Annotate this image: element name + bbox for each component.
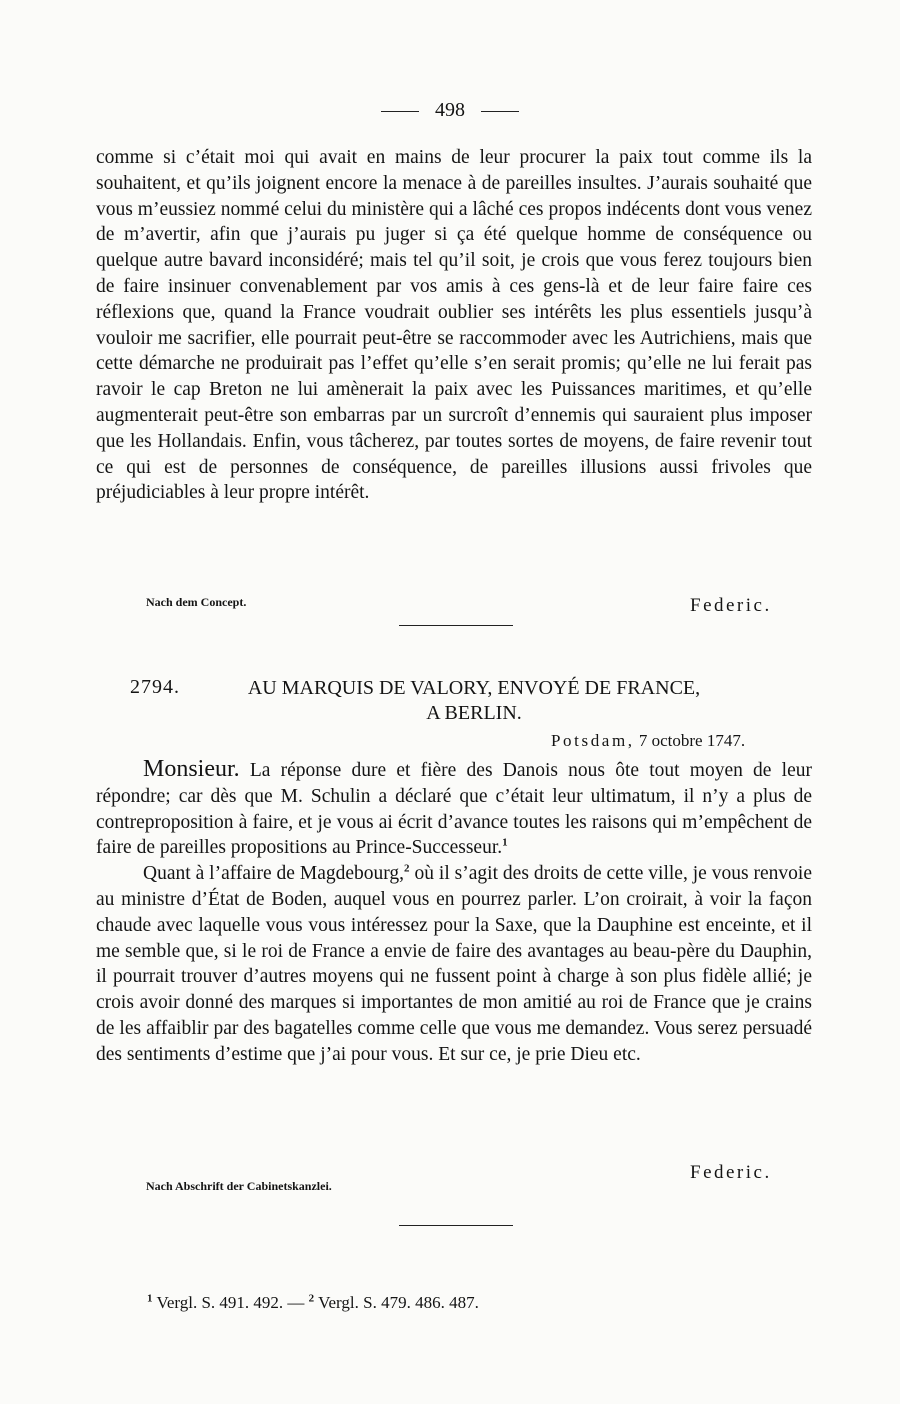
date: 7 octobre 1747.: [638, 731, 746, 750]
continuation-signature: Federic.: [690, 595, 772, 616]
footnotes: [147, 1293, 479, 1313]
letter-paragraph-2-text: où il s’agit des droits de cette ville, je vous renvoie au ministre d’État de Boden, auquel vous en pourrez parler. L’on croirait, à voir la façon chaude avec laquelle vous vous intéressez pour la Saxe, que la Dauphine est enceinte, et il me semble que, si le roi de France a envie de faire des avantages au beau-père du Dauphin, il pourrait trouver d’autres moyens qui ne fussent point à charge à son plus fidèle allié; je crois avoir donné des marques si importantes de mon amitié au roi de France que je crains de les affaiblir par des bagatelles comme celle que vous me demandez. Vous serez persuadé des sentiments d’estime que j’ai pour vous. Et sur ce, je prie Dieu etc.: [96, 863, 812, 1065]
continuation-block: [96, 145, 812, 506]
letter-heading-line2: A BERLIN.: [426, 702, 522, 724]
footnote-1-text: Vergl. S. 491. 492. —: [152, 1293, 309, 1312]
letter-heading-line1: AU MARQUIS DE VALORY, ENVOYÉ DE FRANCE,: [247, 677, 701, 699]
footnote-divider: [399, 1225, 513, 1226]
right-dash: [481, 111, 519, 112]
letter-paragraph-2: [96, 861, 812, 1067]
letter-paragraph-1: [96, 757, 812, 861]
letter-dateline: [551, 731, 745, 751]
footnote-ref-1: 1: [502, 836, 508, 849]
letter-heading: [96, 676, 812, 726]
footnote-ref-2: 2: [404, 862, 410, 875]
letter-paragraph-2-start: Quant à l’affaire de Magdebourg,: [143, 863, 405, 885]
section-divider: [399, 625, 513, 626]
left-dash: [381, 111, 419, 112]
letter-body: [96, 757, 812, 1068]
continuation-paragraph: comme si c’était moi qui avait en mains de leur procurer la paix tout comme ils la souhaitent, et qu’ils joignent encore la menace à de pareilles insultes. J’aurais souhaité que vous m’eussiez nommé celui du ministère qui a lâché ces propos indécents dont vous venez de m’avertir, afin que j’aurais pu juger si ça été quelque homme de conséquence ou quelque autre bavard inconsidéré; mais tel qu’il soit, je crois que vous ferez toujours bien de faire insinuer convenablement par vos amis à ces gens-là et de leur faire faire ces réflexions que, quand la France voudrait oublier ses intérêts les plus essentiels jusqu’à vouloir me sacrifier, elle pourrait peut-être se raccommoder avec les Autrichiens, mais que cette démarche ne produirait pas l’effet qu’elle s’en serait promis; qu’elle ne lui ferait pas ravoir le cap Breton ne lui amènerait la paix avec les Puissances maritimes, et qu’elle augmenterait peut-être son embarras par un surcroît d’ennemis qui sauraient plus imposer que les Hollandais. Enfin, vous tâcherez, par toutes sortes de moyens, de faire revenir tout ce qui est de personnes de conséquence, de pareilles illusions aussi frivoles que préjudiciables à leur propre intérêt.: [96, 147, 812, 504]
salutation: Monsieur.: [143, 756, 240, 782]
footnote-2-text: Vergl. S. 479. 486. 487.: [314, 1293, 479, 1312]
continuation-source-note: Nach dem Concept.: [146, 595, 247, 609]
letter-paragraph-1-text: La réponse dure et fière des Danois nous ôte tout moyen de leur répondre; car dès que M. Schulin a déclaré que c’était leur ultimatum, il n’y a plus de contreproposition à faire, et je vous ai écrit d’avance toutes les raisons qui m’empêchent de faire de pareilles propositions au Prince-Successeur.: [96, 760, 812, 859]
footnote-2-marker: 2: [308, 1292, 315, 1305]
letter-source-note: Nach Abschrift der Cabinetskanzlei.: [146, 1179, 332, 1193]
date-place: Potsdam,: [551, 731, 635, 750]
page-number-line: [0, 99, 900, 122]
footnote-1-marker: 1: [147, 1292, 153, 1305]
letter-number: 2794.: [130, 676, 180, 698]
page-number: 498: [435, 99, 465, 121]
letter-signature: Federic.: [690, 1162, 772, 1183]
